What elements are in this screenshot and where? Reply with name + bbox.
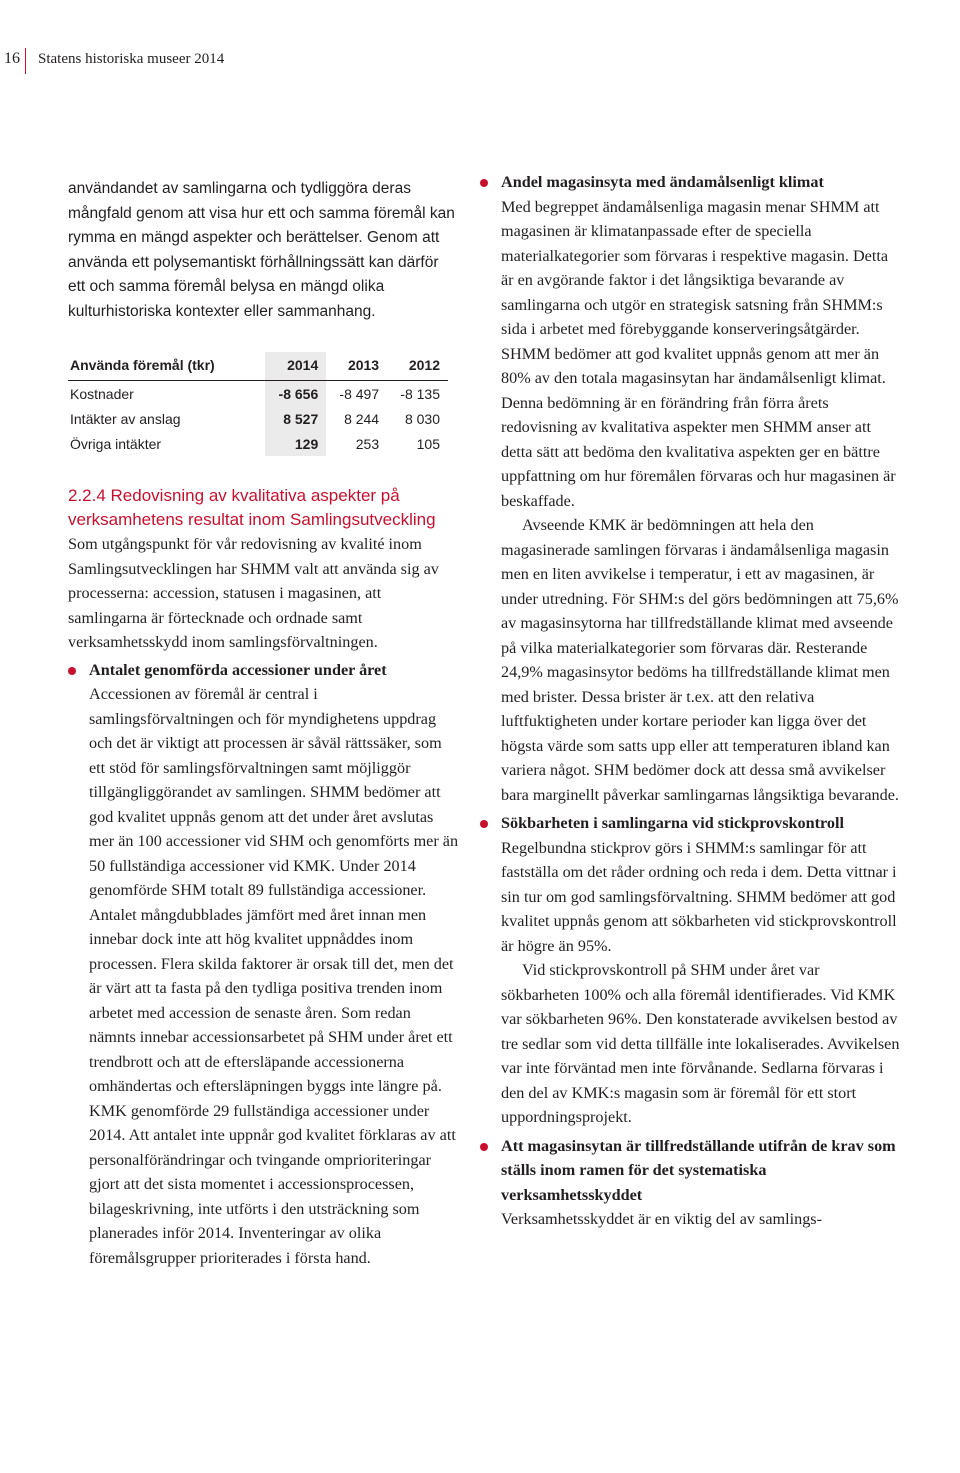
table-cell: -8 497	[339, 385, 380, 402]
table-cell-label: Övriga intäkter	[70, 435, 162, 452]
bullet-text: Med begreppet ändamålsenliga magasin menar SHMM att magasinen är klimatanpassade efter de speciella materialkategorier som förvaras i respektive magasin. Detta är en avgörande faktor i det långsiktiga bevarande av samlingarna och utgör en strategisk satsning från SHMM:s sida i arbetet med förebyggande konserveringsåtgärder. SHMM bedömer att god kvalitet uppnås genom att mer än 80% av den totala magasinsytan har ändamålsenligt klimat. Denna bedömning är en förändring från förra årets redovisning av kvalitativa aspekter men SHMM anser att detta sätt att bedöma den kvalitativa aspekten ger en bättre uppfattning om hur föremålen förvaras och hur magasinen är beskaffade.	[501, 197, 896, 510]
table-row	[68, 406, 448, 431]
right-column	[480, 170, 900, 1232]
left-column	[68, 177, 460, 1270]
table-cell: 105	[416, 435, 440, 452]
bullet-text: Verksamhetsskyddet är en viktig del av samlings-	[501, 1210, 822, 1228]
bullet-text: Vid stickprovskontroll på SHM under året var sökbarheten 100% och alla föremål identifierades. Vid KMK var sökbarheten 96%. Den konstaterade avvikelsen bestod av tre sedlar som vid detta tillfälle inte lokaliserades. Avvikelsen var inte förväntad men inte förvånande. Sedlarna förvaras i den del av KMK:s magasin som är föremål för ett stort uppordningsprojekt.	[501, 961, 900, 1126]
table-cell: 8 244	[344, 410, 380, 427]
table-cell: 8 527	[265, 406, 326, 431]
table-cell: -8 656	[265, 381, 326, 407]
bullet-security	[480, 1134, 900, 1232]
header-divider	[25, 48, 26, 74]
table-cell: 253	[355, 435, 380, 452]
bullet-title: Antalet genomförda accessioner under året	[89, 660, 387, 679]
bullet-climate	[480, 170, 900, 807]
table-cell: 129	[265, 431, 326, 456]
bullet-text: Regelbundna stickprov görs i SHMM:s samlingar för att fastställa om det råder ordning och reda i dem. Detta vittnar i sin tur om god samlingsförvaltning. SHMM bedömer att god kvalitet uppnås genom att sökbarheten vid stickprovskontroll är högre än 95%.	[501, 838, 897, 955]
table-row	[68, 431, 448, 456]
bullet-dot-icon	[480, 820, 488, 828]
table-header-label: Använda föremål (tkr)	[68, 352, 265, 381]
bullet-dot-icon	[480, 1143, 488, 1151]
bullet-title: Sökbarheten i samlingarna vid stickprovskontroll	[501, 814, 844, 832]
table-cell-label: Kostnader	[70, 385, 134, 402]
financial-table	[68, 352, 448, 456]
bullet-title: Andel magasinsyta med ändamålsenligt klimat	[501, 173, 824, 191]
table-cell: -8 135	[400, 385, 440, 402]
section-paragraph: Som utgångspunkt för vår redovisning av kvalité inom Samlingsutvecklingen har SHMM valt att använda sig av processerna: accession, statusen i magasinen, att samlingarna är förtecknade och ordnade samt verksamhetsskydd inom samlingsförvaltningen.	[68, 535, 439, 651]
bullet-dot-icon	[68, 667, 76, 675]
bullet-text: Accessionen av föremål är central i samlingsförvaltningen och för myndighetens uppdrag och det är viktigt att processen är såväl rättssäker, som ett stöd för samlingsförvaltningen samt möjliggör tillgängliggörandet av samlingen. SHMM bedömer att god kvalitet uppnås genom att det under året avslutas mer än 100 accessioner vid SHM och genomförts mer än 50 fullständiga accessioner vid KMK. Under 2014 genomförde SHM totalt 89 fullständiga accessioner. Antalet mångdubblades jämfört med året innan men innebar dock inte att hög kvalitet uppnåddes inom processen. Flera skilda faktorer är orsak till det, men det är värt att ta fasta på den tydliga positiva trenden inom arbetet med accession de senaste åren. Som redan nämnts innebar accessionsarbetet på SHM under året ett trendbrott och att de eftersläpande accessionerna omhändertas och eftersläpningen byggs inte längre på. KMK genomförde 29 fullständiga accessioner under 2014. Att antalet inte uppnår god kvalitet förklaras av att personalförändringar och tvingande omprioriteringar gjort att det sista momentet i accessionsprocessen, bilageskrivning, inte utförts i den utsträckning som planerades inför 2014. Inventeringar av olika föremålsgrupper prioriterades i första hand.	[89, 685, 459, 1267]
intro-paragraph: användandet av samlingarna och tydliggöra deras mångfald genom att visa hur ett och samma föremål kan rymma en mängd aspekter och berättelser. Genom att använda ett polysemantiskt förhållningssätt kan därför ett och samma föremål belysa en mängd olika kulturhistoriska kontexter eller sammanhang.	[68, 180, 455, 320]
table-cell-label: Intäkter av anslag	[70, 410, 181, 427]
section-heading: 2.2.4 Redovisning av kvalitativa aspekter på verksamhetens resultat inom Samlingsutveckling	[68, 486, 436, 529]
bullet-title: Att magasinsytan är tillfredställande utifrån de krav som ställs inom ramen för det systematiska verksamhetsskyddet	[501, 1136, 896, 1204]
publication-title: Statens historiska museer 2014	[38, 51, 225, 67]
table-header-2014: 2014	[265, 352, 326, 381]
bullet-accessions	[68, 658, 460, 1271]
table-row	[68, 381, 448, 407]
table-cell: 8 030	[404, 410, 440, 427]
bullet-searchability	[480, 811, 900, 1130]
table-header-2012: 2012	[387, 352, 448, 381]
page-number: 16	[4, 50, 20, 67]
bullet-text: Avseende KMK är bedömningen att hela den magasinerade samlingen förvaras i ändamålsenliga magasin men en liten avvikelse i temperatur, i ett av magasinen, är under utredning. För SHM:s del görs bedömningen att 75,6% av magasinsytorna har tillfredställande klimat med avseende på vilka materialkategorier som förvaras där. Resterande 24,9% magasinsytor bedöms ha tillfredställande klimat men med brister. Dessa brister är t.ex. att den relativa luftfuktigheten under kortare perioder kan ligga över det högsta värde som satts upp eller att temperaturen ibland kan variera något. SHM bedömer dock att dessa små avvikelser bara marginellt påverkar samlingarnas långsiktiga bevarande.	[501, 516, 899, 804]
table-header-row	[68, 352, 448, 381]
table-header-2013: 2013	[326, 352, 387, 381]
bullet-dot-icon	[480, 179, 488, 187]
